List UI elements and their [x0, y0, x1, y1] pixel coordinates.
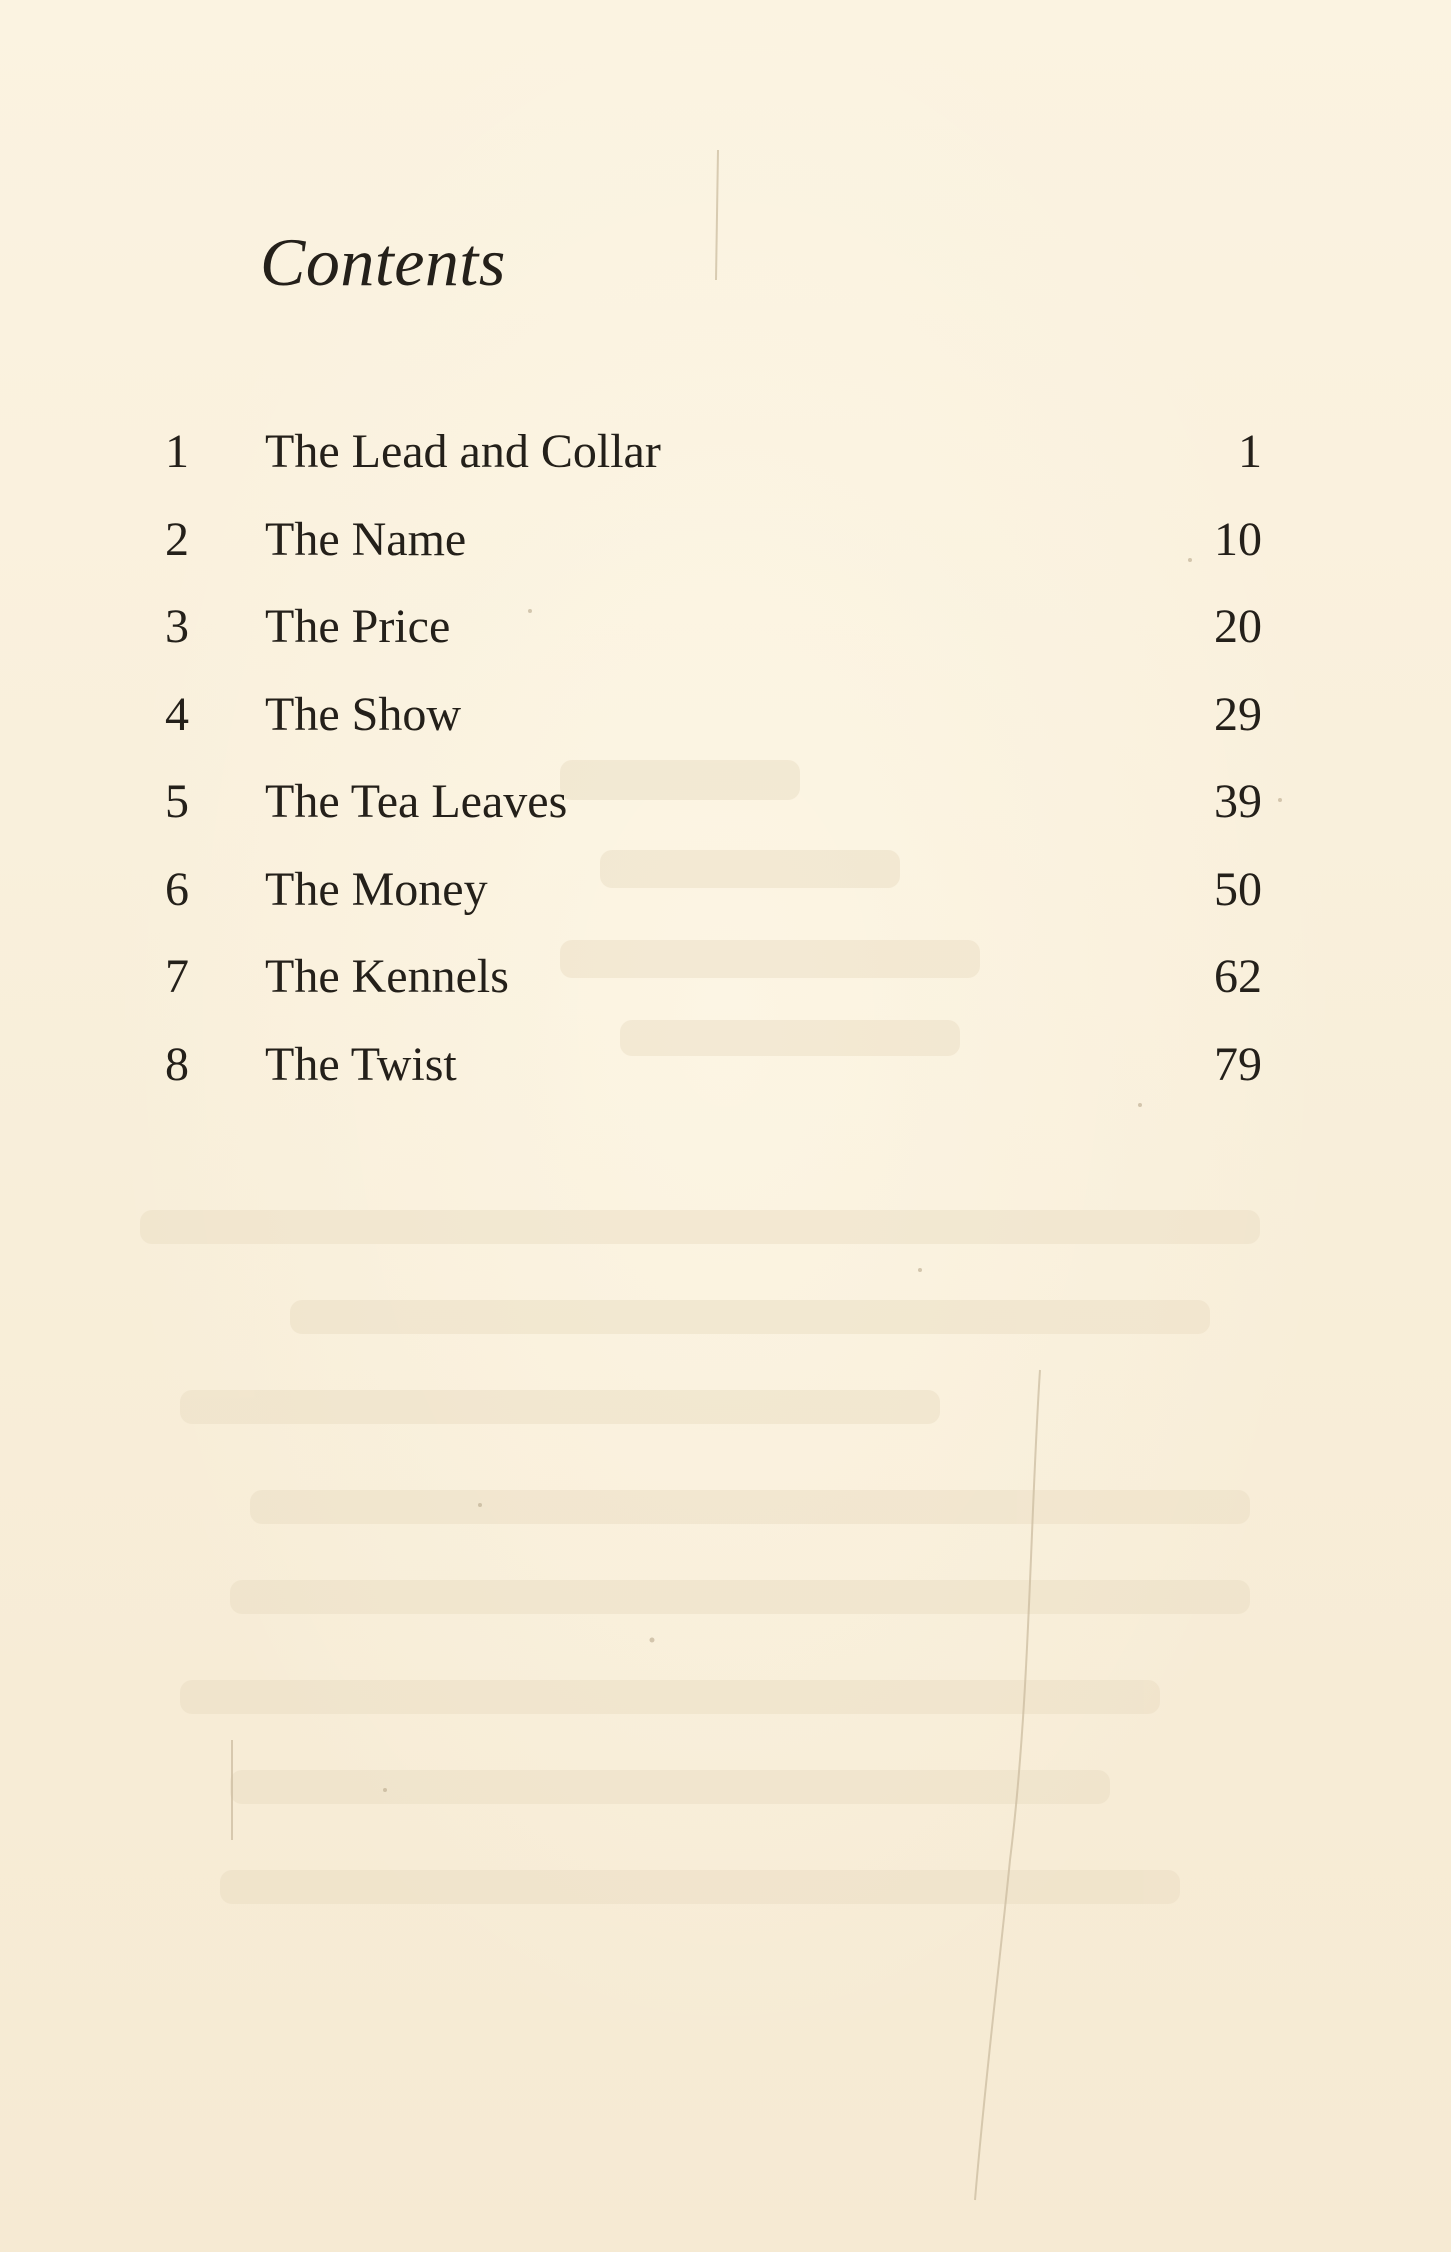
- chapter-title: The Kennels: [265, 950, 509, 1003]
- chapter-number: 4: [165, 687, 189, 741]
- toc-entry[interactable]: [0, 506, 1451, 594]
- chapter-number: 6: [165, 862, 189, 916]
- page-number: 1: [1238, 425, 1262, 478]
- toc-entry[interactable]: [0, 418, 1451, 506]
- page-number: 79: [1214, 1037, 1262, 1091]
- toc-entry[interactable]: [0, 1031, 1451, 1119]
- page-number: 29: [1214, 687, 1262, 741]
- chapter-number: 5: [165, 775, 189, 828]
- toc-entry[interactable]: [0, 593, 1451, 681]
- page-number: 50: [1214, 862, 1262, 916]
- table-of-contents: [0, 418, 1451, 1118]
- chapter-number: 2: [165, 512, 189, 566]
- chapter-number: 1: [165, 425, 189, 478]
- chapter-title: The Twist: [265, 1037, 457, 1091]
- page-number: 39: [1214, 775, 1262, 828]
- toc-entry[interactable]: [0, 943, 1451, 1031]
- chapter-title: The Tea Leaves: [265, 775, 568, 828]
- toc-entry[interactable]: [0, 768, 1451, 856]
- chapter-title: The Lead and Collar: [265, 425, 661, 478]
- chapter-number: 3: [165, 600, 189, 653]
- chapter-title: The Money: [265, 862, 488, 916]
- chapter-title: The Price: [265, 600, 451, 653]
- chapter-number: 8: [165, 1037, 189, 1091]
- page-number: 20: [1214, 600, 1262, 653]
- chapter-number: 7: [165, 950, 189, 1003]
- page-number: 10: [1214, 512, 1262, 566]
- chapter-title: The Name: [265, 512, 467, 566]
- toc-entry[interactable]: [0, 856, 1451, 944]
- chapter-title: The Show: [265, 687, 461, 741]
- toc-entry[interactable]: [0, 681, 1451, 769]
- contents-heading: Contents: [260, 224, 506, 300]
- page-number: 62: [1214, 950, 1262, 1003]
